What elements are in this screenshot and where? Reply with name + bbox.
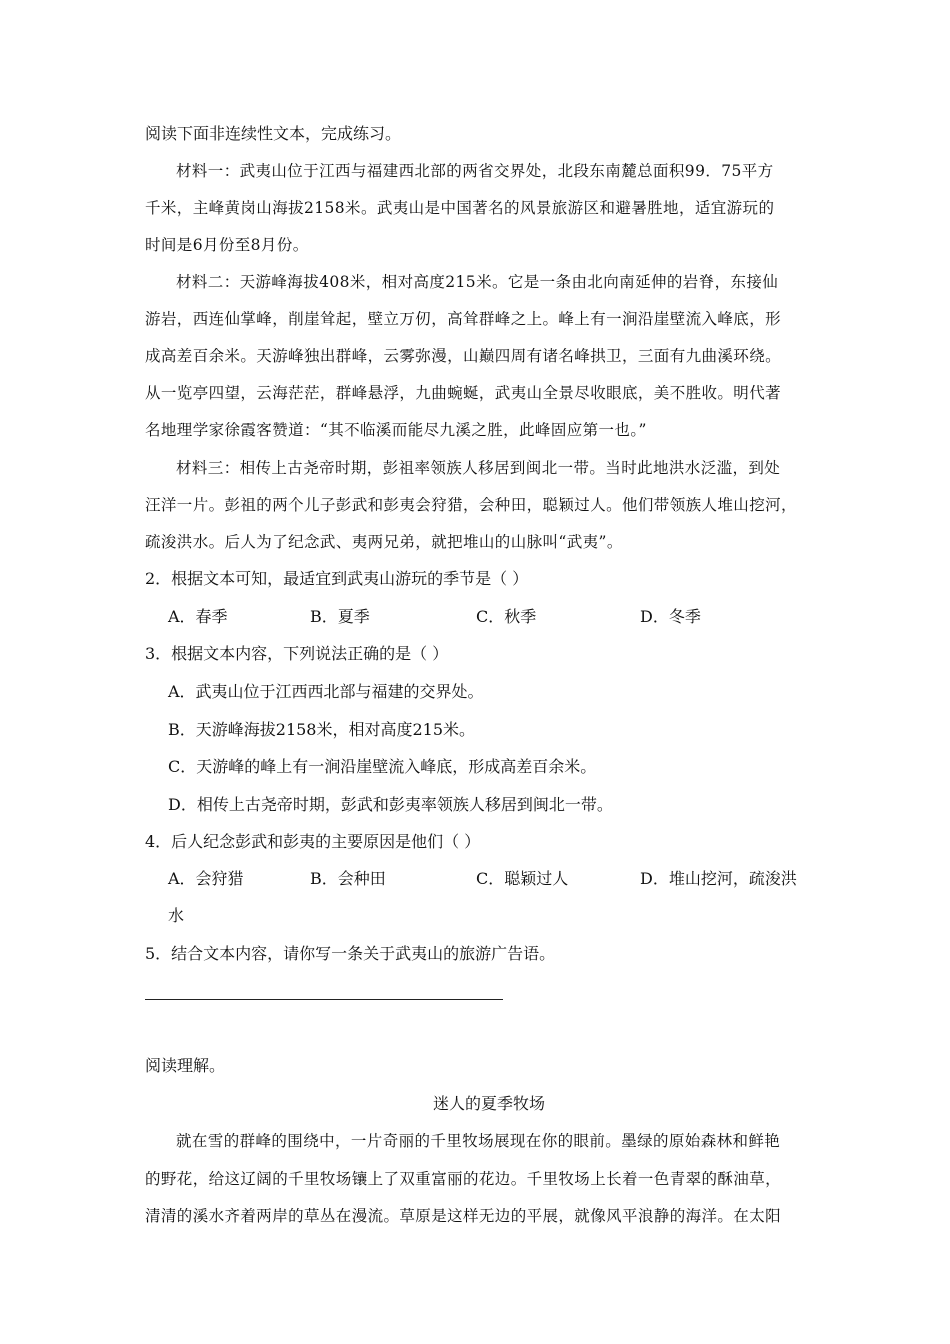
- q2-option-b[interactable]: B．夏季: [310, 607, 370, 626]
- q4-option-a[interactable]: A．会狩猎: [168, 869, 244, 888]
- q5-stem: 5．结合文本内容，请你写一条关于武夷山的旅游广告语。: [145, 944, 556, 963]
- q2-stem: 2．根据文本可知，最适宜到武夷山游玩的季节是（ ）: [145, 569, 529, 588]
- passage-line-3: 清清的溪水齐着两岸的草丛在漫流。草原是这样无边的平展，就像风平浪静的海洋。在太阳: [145, 1207, 782, 1225]
- q4-option-b[interactable]: B．会种田: [310, 869, 386, 888]
- material2-line-1: 材料二：天游峰海拔408米，相对高度215米。它是一条由北向南延伸的岩脊，东接仙: [176, 273, 779, 291]
- material2-line-2: 游岩，西连仙掌峰，削崖耸起，壁立万仞，高耸群峰之上。峰上有一涧沿崖壁流入峰底，形: [145, 310, 782, 328]
- material3-line-1: 材料三：相传上古尧帝时期，彭祖率领族人移居到闽北一带。当时此地洪水泛滥，到处: [176, 459, 781, 477]
- answer-line[interactable]: [145, 999, 503, 1000]
- section2-intro: 阅读理解。: [145, 1056, 226, 1075]
- section1-intro: 阅读下面非连续性文本，完成练习。: [145, 124, 402, 143]
- q3-option-c[interactable]: C．天游峰的峰上有一涧沿崖壁流入峰底，形成高差百余米。: [168, 757, 597, 776]
- q3-stem: 3．根据文本内容，下列说法正确的是（ ）: [145, 644, 449, 663]
- material1-line-3: 时间是6月份至8月份。: [145, 236, 309, 254]
- material1-line-2: 千米，主峰黄岗山海拔2158米。武夷山是中国著名的风景旅游区和避暑胜地，适宜游玩的: [145, 199, 775, 217]
- q2-option-a[interactable]: A．春季: [168, 607, 228, 626]
- material1-line-1: 材料一：武夷山位于江西与福建西北部的两省交界处，北段东南麓总面积99．75平方: [176, 162, 774, 180]
- q4-option-d-wrap: 水: [168, 906, 185, 925]
- passage-line-2: 的野花，给这辽阔的千里牧场镶上了双重富丽的花边。千里牧场上长着一色青翠的酥油草，: [145, 1170, 782, 1188]
- material3-line-3: 疏浚洪水。后人为了纪念武、夷两兄弟，就把堆山的山脉叫“武夷”。: [145, 533, 623, 551]
- material2-line-3: 成高差百余米。天游峰独出群峰，云雾弥漫，山巅四周有诸名峰拱卫，三面有九曲溪环绕。: [145, 347, 782, 365]
- material2-line-5: 名地理学家徐霞客赞道：“其不临溪而能尽九溪之胜，此峰固应第一也。”: [145, 421, 647, 439]
- q3-option-a[interactable]: A．武夷山位于江西西北部与福建的交界处。: [168, 682, 484, 701]
- q4-option-c[interactable]: C．聪颖过人: [476, 869, 569, 888]
- passage-line-1: 就在雪的群峰的围绕中，一片奇丽的千里牧场展现在你的眼前。墨绿的原始森林和鲜艳: [176, 1132, 781, 1150]
- q2-option-c[interactable]: C．秋季: [476, 607, 537, 626]
- q4-stem: 4．后人纪念彭武和彭夷的主要原因是他们（ ）: [145, 832, 481, 851]
- q3-option-b[interactable]: B．天游峰海拔2158米，相对高度215米。: [168, 720, 476, 739]
- q2-option-d[interactable]: D．冬季: [640, 607, 701, 626]
- q3-option-d[interactable]: D．相传上古尧帝时期，彭武和彭夷率领族人移居到闽北一带。: [168, 795, 613, 814]
- passage-title: 迷人的夏季牧场: [433, 1094, 546, 1113]
- material3-line-2: 汪洋一片。彭祖的两个儿子彭武和彭夷会狩猎，会种田，聪颖过人。他们带领族人堆山挖河，: [145, 496, 797, 514]
- q4-option-d[interactable]: D．堆山挖河，疏浚洪: [640, 869, 797, 888]
- material2-line-4: 从一览亭四望，云海茫茫，群峰悬浮，九曲蜿蜒，武夷山全景尽收眼底，美不胜收。明代著: [145, 384, 782, 402]
